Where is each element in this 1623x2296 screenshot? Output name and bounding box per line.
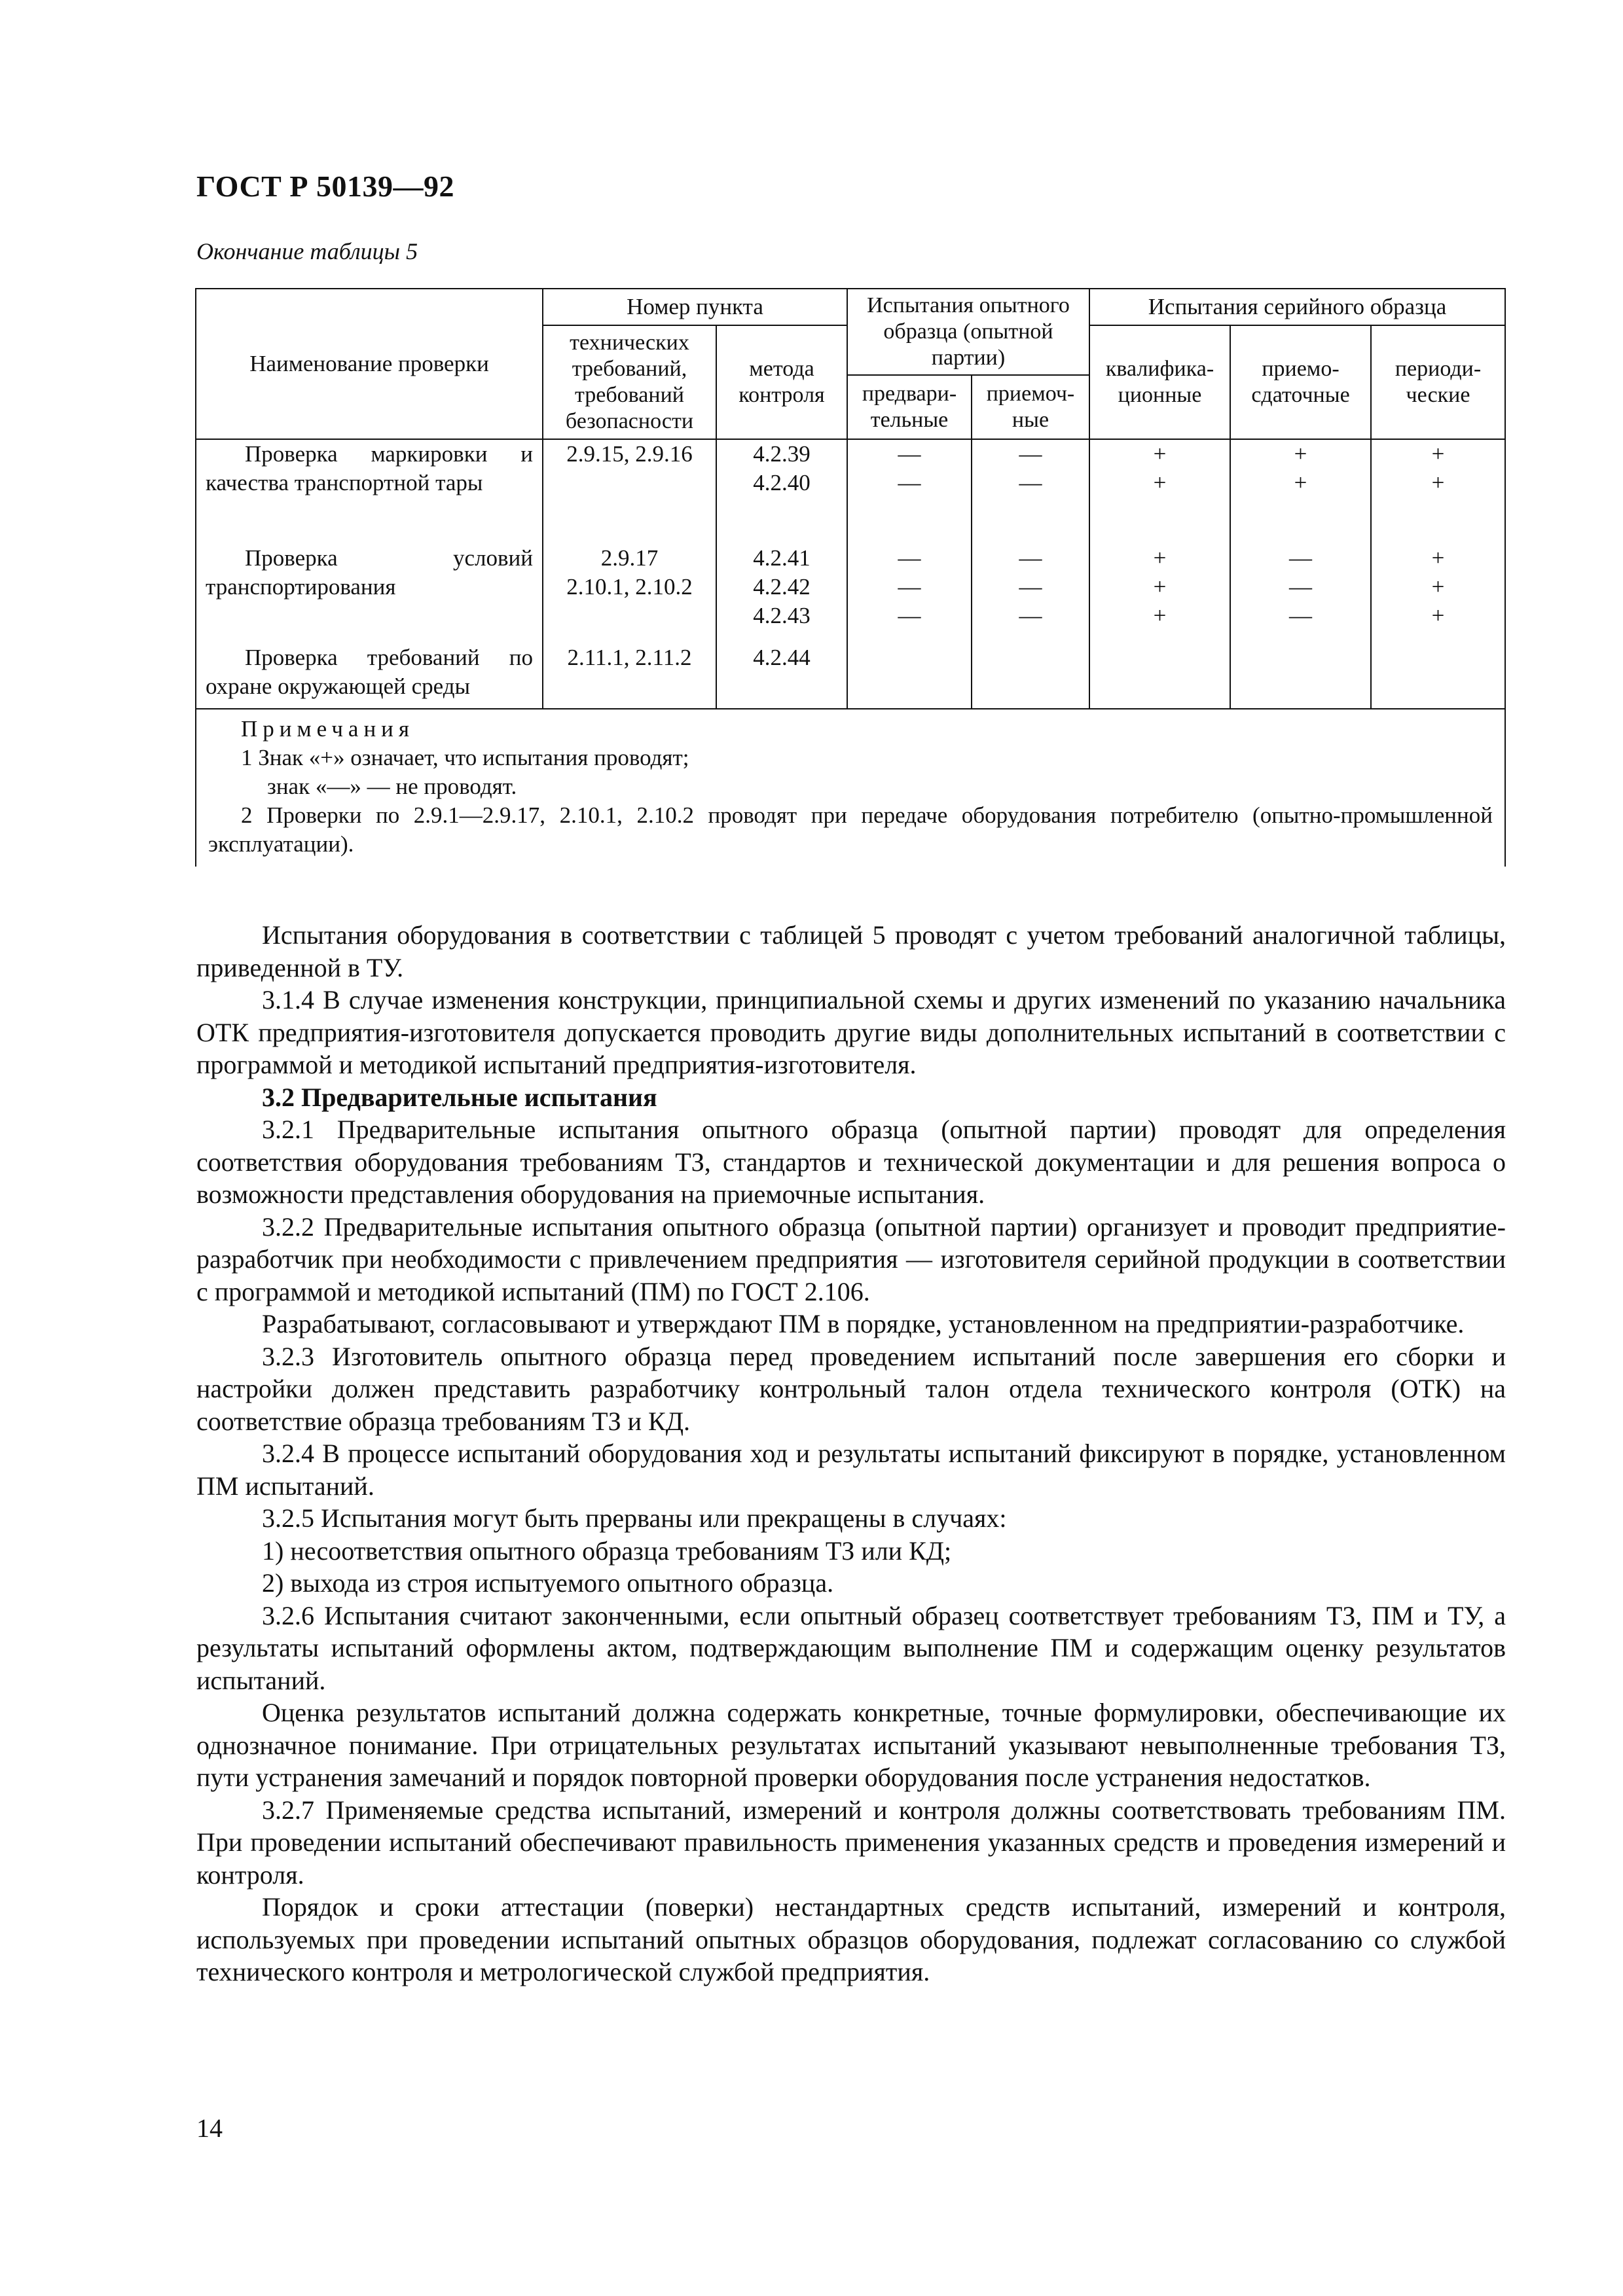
header-periodic: периоди-ческие bbox=[1371, 325, 1505, 439]
notes-title: Примечания bbox=[241, 716, 415, 742]
table-5 bbox=[195, 288, 1504, 867]
row-3-qualification bbox=[1089, 643, 1230, 709]
header-preliminary: предвари-тельные bbox=[847, 375, 972, 439]
row-1-name: Проверка маркировки и качества транспортной тары bbox=[196, 439, 543, 544]
header-tech-requirements: технических требований, требований безопасности bbox=[543, 325, 716, 439]
row-1-method: 4.2.39 4.2.40 bbox=[716, 439, 847, 544]
paragraph: 3.2.6 Испытания считают законченными, если опытный образец соответствует требованиям ТЗ, ПМ и ТУ, а результаты испытаний оформлены актом, подтверждающим выполнение ПМ и содержащим оценку результатов испытаний. bbox=[196, 1600, 1506, 1695]
list-item: 2) выхода из строя испытуемого опытного образца. bbox=[262, 1568, 834, 1598]
paragraph: 3.2.7 Применяемые средства испытаний, измерений и контроля должны соответствовать требованиям ПМ. При проведении испытаний обеспечивают правильность применения указанных средств и проведения измерений и контроля. bbox=[196, 1795, 1506, 1890]
row-2-preliminary: — — — bbox=[847, 544, 972, 643]
row-2-delivery: — — — bbox=[1230, 544, 1371, 643]
paragraph: 3.2.5 Испытания могут быть прерваны или прекращены в случаях: bbox=[262, 1503, 1007, 1533]
body-text bbox=[196, 919, 1506, 1988]
header-control-method: метода контроля bbox=[716, 325, 847, 439]
note-2: 2 Проверки по 2.9.1—2.9.17, 2.10.1, 2.10.2 проводят при передаче оборудования потребителю (опытно-промышленной эксплуатации). bbox=[208, 802, 1493, 857]
header-prototype-tests: Испытания опытного образца (опытной партии) bbox=[847, 289, 1089, 375]
row-1-delivery: + + bbox=[1230, 439, 1371, 544]
row-1-acceptance: — — bbox=[972, 439, 1089, 544]
header-acceptance: приемоч-ные bbox=[972, 375, 1089, 439]
table-row bbox=[196, 544, 1505, 643]
row-2-acceptance: — — — bbox=[972, 544, 1089, 643]
row-2-periodic: + + + bbox=[1371, 544, 1505, 643]
paragraph: Порядок и сроки аттестации (поверки) нестандартных средств испытаний, измерений и контроля, используемых при проведении испытаний опытных образцов оборудования, подлежат согласованию со службой технического контроля и метрологической службой предприятия. bbox=[196, 1892, 1506, 1986]
header-delivery: приемо-сдаточные bbox=[1230, 325, 1371, 439]
row-3-method: 4.2.44 bbox=[716, 643, 847, 709]
paragraph: Разрабатывают, согласовывают и утверждают ПМ в порядке, установленном на предприятии-разработчике. bbox=[262, 1309, 1465, 1338]
row-2-name: Проверка условий транспортирования bbox=[196, 544, 543, 643]
table-caption: Окончание таблицы 5 bbox=[196, 238, 418, 264]
row-1-tech: 2.9.15, 2.9.16 bbox=[543, 439, 716, 544]
list-item: 1) несоответствия опытного образца требованиям ТЗ или КД; bbox=[262, 1535, 952, 1566]
row-2-qualification: + + + bbox=[1089, 544, 1230, 643]
paragraph: Оценка результатов испытаний должна содержать конкретные, точные формулировки, обеспечивающие их однозначное понимание. При отрицательных результатах испытаний указывают невыполненные требования ТЗ, пути устранения замечаний и порядок повторной проверки оборудования после устранения недостатков. bbox=[196, 1698, 1506, 1792]
table-row bbox=[196, 439, 1505, 544]
paragraph: 3.2.3 Изготовитель опытного образца перед проведением испытаний после завершения его сборки и настройки должен представить разработчику контрольный талон отдела технического контроля (ОТК) на соответствие образца требованиям ТЗ и КД. bbox=[196, 1341, 1506, 1436]
row-1-qualification: + + bbox=[1089, 439, 1230, 544]
paragraph: 3.2.2 Предварительные испытания опытного образца (опытной партии) организует и проводит предприятие-разработчик при необходимости с привлечением предприятия — изготовителя серийной продукции в соответствии с программой и методикой испытаний (ПМ) по ГОСТ 2.106. bbox=[196, 1211, 1506, 1306]
paragraph: 3.1.4 В случае изменения конструкции, принципиальной схемы и других изменений по указанию начальника ОТК предприятия-изготовителя допускается проводить другие виды дополнительных испытаний в соответствии с программой и методикой испытаний предприятия-изготовителя. bbox=[196, 985, 1506, 1079]
header-qualification: квалифика-ционные bbox=[1089, 325, 1230, 439]
row-3-periodic bbox=[1371, 643, 1505, 709]
header-item-number: Номер пункта bbox=[543, 289, 847, 325]
section-heading: 3.2 Предварительные испытания bbox=[262, 1082, 657, 1112]
paragraph: 3.2.1 Предварительные испытания опытного образца (опытной партии) проводят для определения соответствия оборудования требованиям ТЗ, стандартов и технической документации и для решения вопроса о возможности представления оборудования на приемочные испытания. bbox=[196, 1115, 1506, 1209]
note-1a: 1 Знак «+» означает, что испытания проводят; bbox=[241, 745, 689, 770]
note-1b: знак «—» — не проводят. bbox=[267, 774, 517, 799]
row-3-acceptance bbox=[972, 643, 1089, 709]
header-check-name: Наименование проверки bbox=[196, 289, 543, 439]
paragraph: Испытания оборудования в соответствии с таблицей 5 проводят с учетом требований аналогичной таблицы, приведенной в ТУ. bbox=[196, 920, 1506, 982]
row-1-preliminary: — — bbox=[847, 439, 972, 544]
paragraph: 3.2.4 В процессе испытаний оборудования ход и результаты испытаний фиксируют в порядке, установленном ПМ испытаний. bbox=[196, 1439, 1506, 1501]
row-2-tech: 2.9.17 2.10.1, 2.10.2 bbox=[543, 544, 716, 643]
row-3-delivery bbox=[1230, 643, 1371, 709]
table-row bbox=[196, 643, 1505, 709]
table-notes-row bbox=[196, 709, 1505, 867]
standard-code: ГОСТ Р 50139—92 bbox=[196, 170, 454, 203]
row-3-preliminary bbox=[847, 643, 972, 709]
row-2-method: 4.2.41 4.2.42 4.2.43 bbox=[716, 544, 847, 643]
table-notes bbox=[196, 709, 1505, 867]
header-serial-tests: Испытания серийного образца bbox=[1089, 289, 1505, 325]
row-3-name: Проверка требований по охране окружающей среды bbox=[196, 643, 543, 709]
row-1-periodic: + + bbox=[1371, 439, 1505, 544]
row-3-tech: 2.11.1, 2.11.2 bbox=[543, 643, 716, 709]
page-number: 14 bbox=[196, 2113, 223, 2143]
